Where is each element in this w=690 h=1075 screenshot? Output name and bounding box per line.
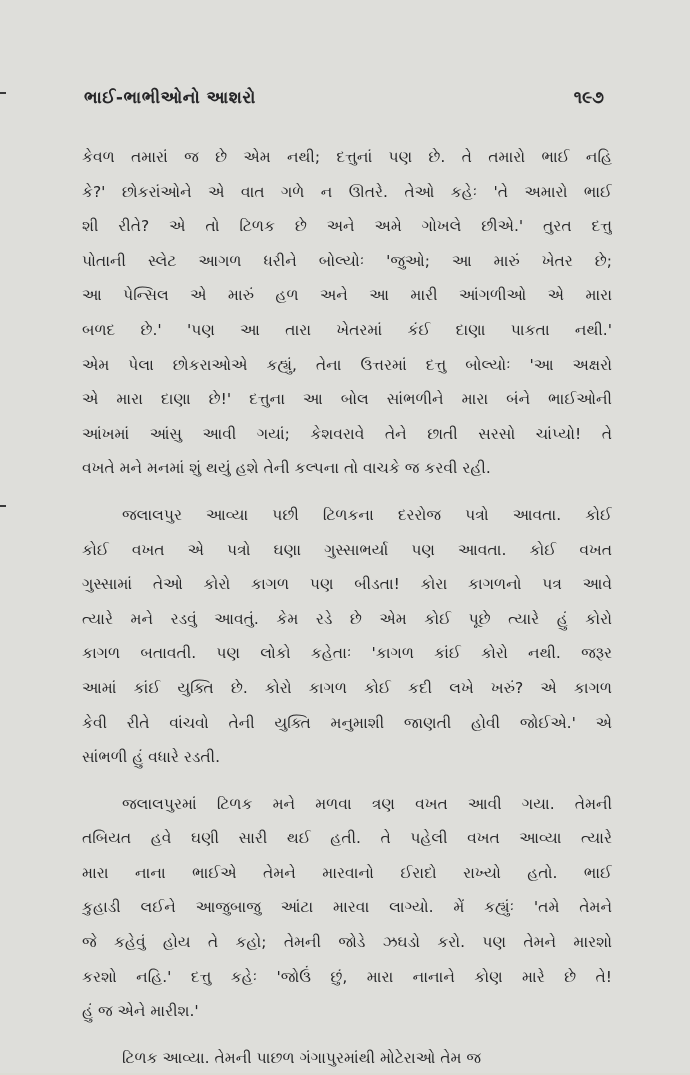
paragraph <box>82 140 612 486</box>
text-line: કરશો નહિ.' દત્તુ કહેઃ 'જોઉં છું, મારા નાનાને કોણ મારે છે તે! <box>82 967 612 986</box>
text-line: કાગળ બતાવતી. પણ લોકો કહેતાઃ 'કાગળ કાંઈ કોરો નથી. જરૂર <box>82 644 612 663</box>
text-line: ત્યારે મને રડવું આવતું. કેમ રડે છે એમ કોઈ પૂછે ત્યારે હું કોરો <box>82 609 612 628</box>
paragraph-gap <box>82 775 612 787</box>
running-head: ભાઈ-ભાભીઓનો આશરો <box>84 88 256 108</box>
text-line: આમાં કાંઈ યુક્તિ છે. કોરો કાગળ કોઈ કદી લખે ખરું? એ કાગળ <box>82 678 612 697</box>
text-line: મારા નાના ભાઈએ તેમને મારવાનો ઈરાદો રાખ્યો હતો. ભાઈ <box>82 863 612 882</box>
text-line: કોઈ વખત એ પત્રો ઘણા ગુસ્સાભર્યા પણ આવતા. કોઈ વખત <box>82 540 612 559</box>
text-line: હું જ એને મારીશ.' <box>82 1002 199 1021</box>
text-line: પોતાની સ્લેટ આગળ ધરીને બોલ્યોઃ 'જુઓ; આ મારું ખેતર છે; <box>82 251 612 270</box>
text-line: કેવળ તમારાં જ છે એમ નથી; દત્તુનાં પણ છે. તે તમારો ભાઈ નહિ <box>82 148 612 166</box>
body-text <box>82 140 612 1075</box>
text-line: કેવી રીતે વાંચવો તેની યુક્તિ મનુમાશી જાણતી હોવી જોઈએ.' એ <box>82 713 612 732</box>
text-line: તબિયત હવે ઘણી સારી થઈ હતી. તે પહેલી વખત આવ્યા ત્યારે <box>82 829 612 848</box>
text-line: કે?' છોકરાંઓને એ વાત ગળે ન ઊતરે. તેઓ કહેઃ 'તે અમારો ભાઈ <box>82 182 612 201</box>
page-number: ૧૯૭ <box>573 88 604 108</box>
text-line: સાંભળી હું વધારે રડતી. <box>82 748 221 767</box>
paragraph-gap <box>82 486 612 498</box>
text-line: જે કહેવું હોય તે કહો; તેમની જોડે ઝઘડો કરો. પણ તેમને મારશો <box>82 933 612 952</box>
paragraph <box>82 498 612 775</box>
text-line: જલાલપુરમાં ટિળક મને મળવા ત્રણ વખત આવી ગયા. તેમની <box>122 794 612 813</box>
text-line: જલાલપુર આવ્યા પછી ટિળકના દરરોજ પત્રો આવતા. કોઈ <box>122 505 612 524</box>
paragraph-gap <box>82 1029 612 1041</box>
left-edge-mark <box>0 505 6 507</box>
paragraph <box>82 787 612 1029</box>
text-line: શી રીતે? એ તો ટિળક છે અને અમે ગોખલે છીએ.' તુરત દત્તુ <box>82 217 612 236</box>
text-line: વખતે મને મનમાં શું થયું હશે તેની કલ્પના તો વાચકે જ કરવી રહી. <box>82 459 491 478</box>
paragraph <box>82 1041 612 1075</box>
left-edge-mark <box>0 92 6 94</box>
text-line: આંખમાં આંસુ આવી ગયાં; કેશવરાવે તેને છાતી સરસો ચાંપ્યો! તે <box>82 424 612 443</box>
text-line: એ મારા દાણા છે!' દત્તુના આ બોલ સાંભળીને મારા બંને ભાઈઓની <box>82 390 612 409</box>
text-line: કુહાડી લઈને આજુબાજુ આંટા મારવા લાગ્યો. મેં કહ્યુંઃ 'તમે તેમને <box>82 898 612 917</box>
text-line: ટિળક આવ્યા. તેમની પાછળ ગંગાપુરમાંથી મોટેરાઓ તેમ જ <box>122 1048 482 1067</box>
text-line: બળદ છે.' 'પણ આ તારા ખેતરમાં કંઈ દાણા પાકતા નથી.' <box>82 320 612 339</box>
text-line: આ પેન્સિલ એ મારું હળ અને આ મારી આંગળીઓ એ મારા <box>82 286 612 305</box>
text-line: ગુસ્સામાં તેઓ કોરો કાગળ પણ બીડતા! કોરા કાગળનો પત્ર આવે <box>82 575 612 594</box>
text-line: એમ પેલા છોકરાઓએ કહ્યું, તેના ઉત્તરમાં દત્તુ બોલ્યોઃ 'આ અક્ષરો <box>82 355 612 374</box>
